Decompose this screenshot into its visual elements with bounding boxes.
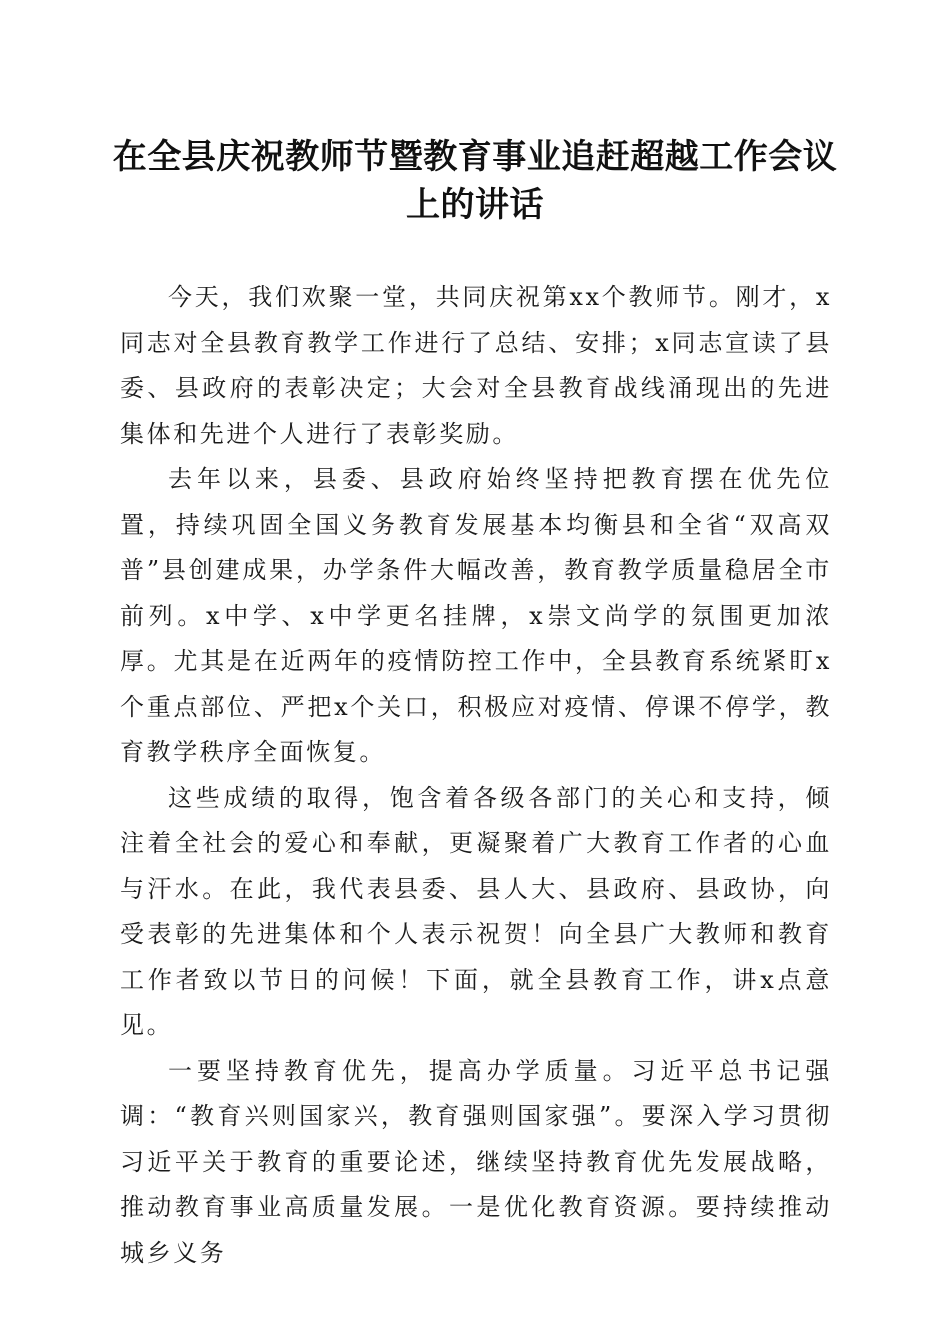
document-body — [120, 275, 832, 1276]
paragraph-achievements: 去年以来，县委、县政府始终坚持把教育摆在优先位置，持续巩固全国义务教育发展基本均衡县和全省“双高双普”县创建成果，办学条件大幅改善，教育教学质量稳居全市前列。x中学、x中学更名挂牌，x崇文尚学的氛围更加浓厚。尤其是在近两年的疫情防控工作中，全县教育系统紧盯x个重点部位、严把x个关口，积极应对疫情、停课不停学，教育教学秩序全面恢复。 — [120, 465, 832, 766]
paragraph-thanks: 这些成绩的取得，饱含着各级各部门的关心和支持，倾注着全社会的爱心和奉献，更凝聚着广大教育工作者的心血与汗水。在此，我代表县委、县人大、县政府、县政协，向受表彰的先进集体和个人表示祝贺！向全县广大教师和教育工作者致以节日的问候！下面，就全县教育工作，讲x点意见。 — [120, 783, 832, 1039]
document-title: 在全县庆祝教师节暨教育事业追赶超越工作会议上的讲话 — [112, 137, 838, 225]
paragraph-opening: 今天，我们欢聚一堂，共同庆祝第xx个教师节。刚才，x同志对全县教育教学工作进行了总结、安排；x同志宣读了县委、县政府的表彰决定；大会对全县教育战线涌现出的先进集体和先进个人进行了表彰奖励。 — [120, 283, 832, 448]
paragraph-point-one: 一要坚持教育优先，提高办学质量。习近平总书记强调：“教育兴则国家兴，教育强则国家强”。要深入学习贯彻习近平关于教育的重要论述，继续坚持教育优先发展战略，推动教育事业高质量发展。一是优化教育资源。要持续推动城乡义务 — [120, 1056, 832, 1267]
